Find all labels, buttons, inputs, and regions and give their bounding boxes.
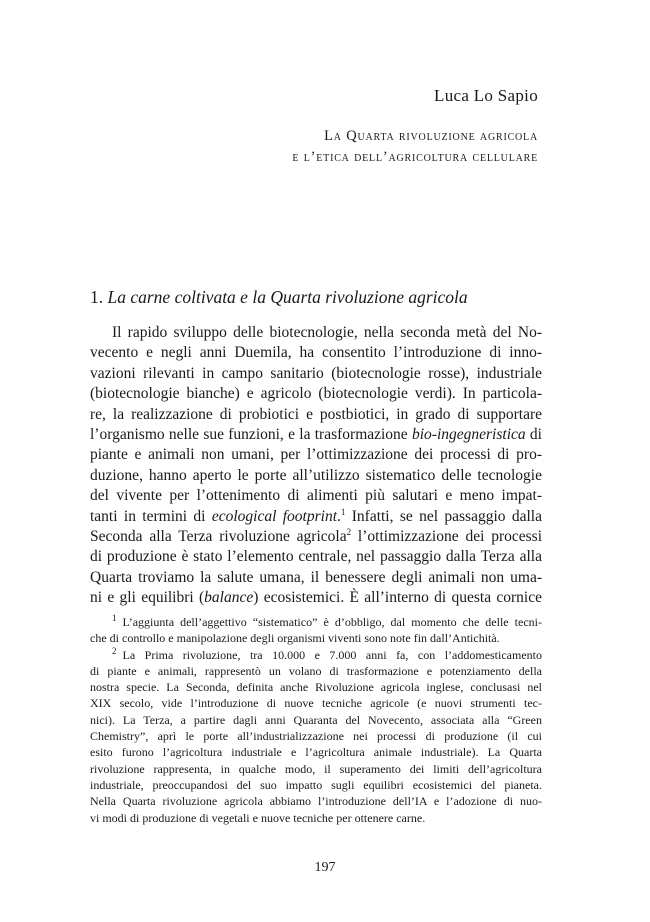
body-line: re, la realizzazione di probiotici e postbiotici, in grado di supportare (90, 405, 542, 423)
footnote-2-line: vi modi di produzione di vegetali e nuove tecniche per ottenere carne. (90, 810, 426, 825)
footnote-1-mark: 1 (112, 613, 117, 623)
chapter-title (292, 126, 538, 168)
footnote-2-line: Chemistry”, aprì le porte all’industrializzazione nei processi di produzione (il cui (90, 729, 542, 744)
chapter-title-line-1: La Quarta rivoluzione agricola (324, 128, 538, 144)
body-line: Il rapido sviluppo delle biotecnologie, nella seconda metà del No- (112, 324, 542, 341)
body-line: tanti in termini di ecological footprint.$^1$ Infatti, se nel passaggio dalla (90, 506, 542, 525)
footnote-2-line: rivoluzione rappresenta, in qualche modo, il superamento dei limiti dell’agricoltura (90, 761, 542, 776)
footnote-2-line: $^2$ La Prima rivoluzione, tra 10.000 e 7.000 anni fa, con l’addomesticamento (112, 645, 542, 662)
body-line: di produzione è stato l’elemento centrale, nel passaggio dalla Terza alla (90, 548, 542, 566)
body-line: l’organismo nelle sue funzioni, e la trasformazione bio-ingegneristica di (90, 425, 542, 443)
section-number: 1. (90, 287, 104, 307)
body-line: piante e animali non umani, per l’ottimizzazione dei processi di pro- (90, 446, 542, 464)
body-line: (biotecnologie bianche) e agricolo (biotecnologie verdi). In particola- (90, 385, 542, 403)
body-line: vecento e negli anni Duemila, ha consentito l’introduzione di inno- (90, 344, 542, 362)
body-line: ni e gli equilibri (balance) ecosistemici. È all’interno di questa cornice (90, 589, 542, 607)
footnote-1-line: $^1$ L’aggiunta dell’aggettivo “sistematico” è d’obbligo, dal momento che delle tecni- (112, 613, 542, 629)
body-line: duzione, hanno aperto le porte all’utilizzo sistematico delle tecnologie (90, 466, 542, 484)
footnote-2-line: esito furono l’agricoltura industriale e l’agricoltura animale industriale). La Quarta (90, 745, 542, 760)
section-heading (90, 287, 550, 308)
page-number: 197 (314, 860, 336, 875)
italic-term: ecological footprint (211, 507, 338, 525)
italic-term: bio-ingegneristica (411, 425, 526, 443)
body-line: vazioni rilevanti in campo sanitario (biotecnologie rosse), industriale (90, 364, 542, 382)
footnote-ref-2[interactable]: 2 (346, 526, 352, 537)
chapter-title-line-2: e l’etica dell’agricoltura cellulare (292, 149, 538, 165)
footnote-2-mark: 2 (112, 645, 117, 656)
body-line: del vivente per l’ottenimento di alimenti più salutari e meno impat- (90, 487, 542, 505)
footnote-1-line: che di controllo e manipolazione degli organismi viventi sono note fin dall’Antichità. (90, 631, 500, 646)
footnote-2-line: di piante e animali, rappresentò un volano di trasformazione e potenziamento della (90, 663, 542, 678)
italic-term: balance (204, 589, 254, 607)
footnote-2-line: nici). La Terza, a partire dagli anni Quaranta del Novecento, associata alla “Green (90, 712, 542, 727)
body-paragraph (90, 323, 542, 608)
body-line: Quarta troviamo la salute umana, il benessere degli animali non uma- (90, 568, 542, 586)
footnote-2-line: industriale, preoccupandosi del suo impatto sugli equilibri ecosistemici del pianeta. (90, 777, 542, 792)
author-name: Luca Lo Sapio (434, 86, 538, 105)
footnotes (90, 614, 542, 826)
footnote-2-line: nostra specie. La Seconda, definita anche Rivoluzione agricola inglese, conclusasi nel (90, 680, 542, 695)
footnote-2-line: XIX secolo, vide l’introduzione di nuove tecniche agricole (e nuovi strumenti tec- (90, 696, 542, 711)
section-title: La carne coltivata e la Quarta rivoluzione agricola (107, 287, 468, 307)
footnote-2-line: Nella Quarta rivoluzione agricola abbiamo l’introduzione dell’IA e l’adozione di nuo- (90, 794, 542, 809)
body-line: Seconda alla Terza rivoluzione agricola$^2$ l’ottimizzazione dei processi (90, 526, 542, 545)
footnote-ref-1[interactable]: 1 (340, 506, 346, 517)
